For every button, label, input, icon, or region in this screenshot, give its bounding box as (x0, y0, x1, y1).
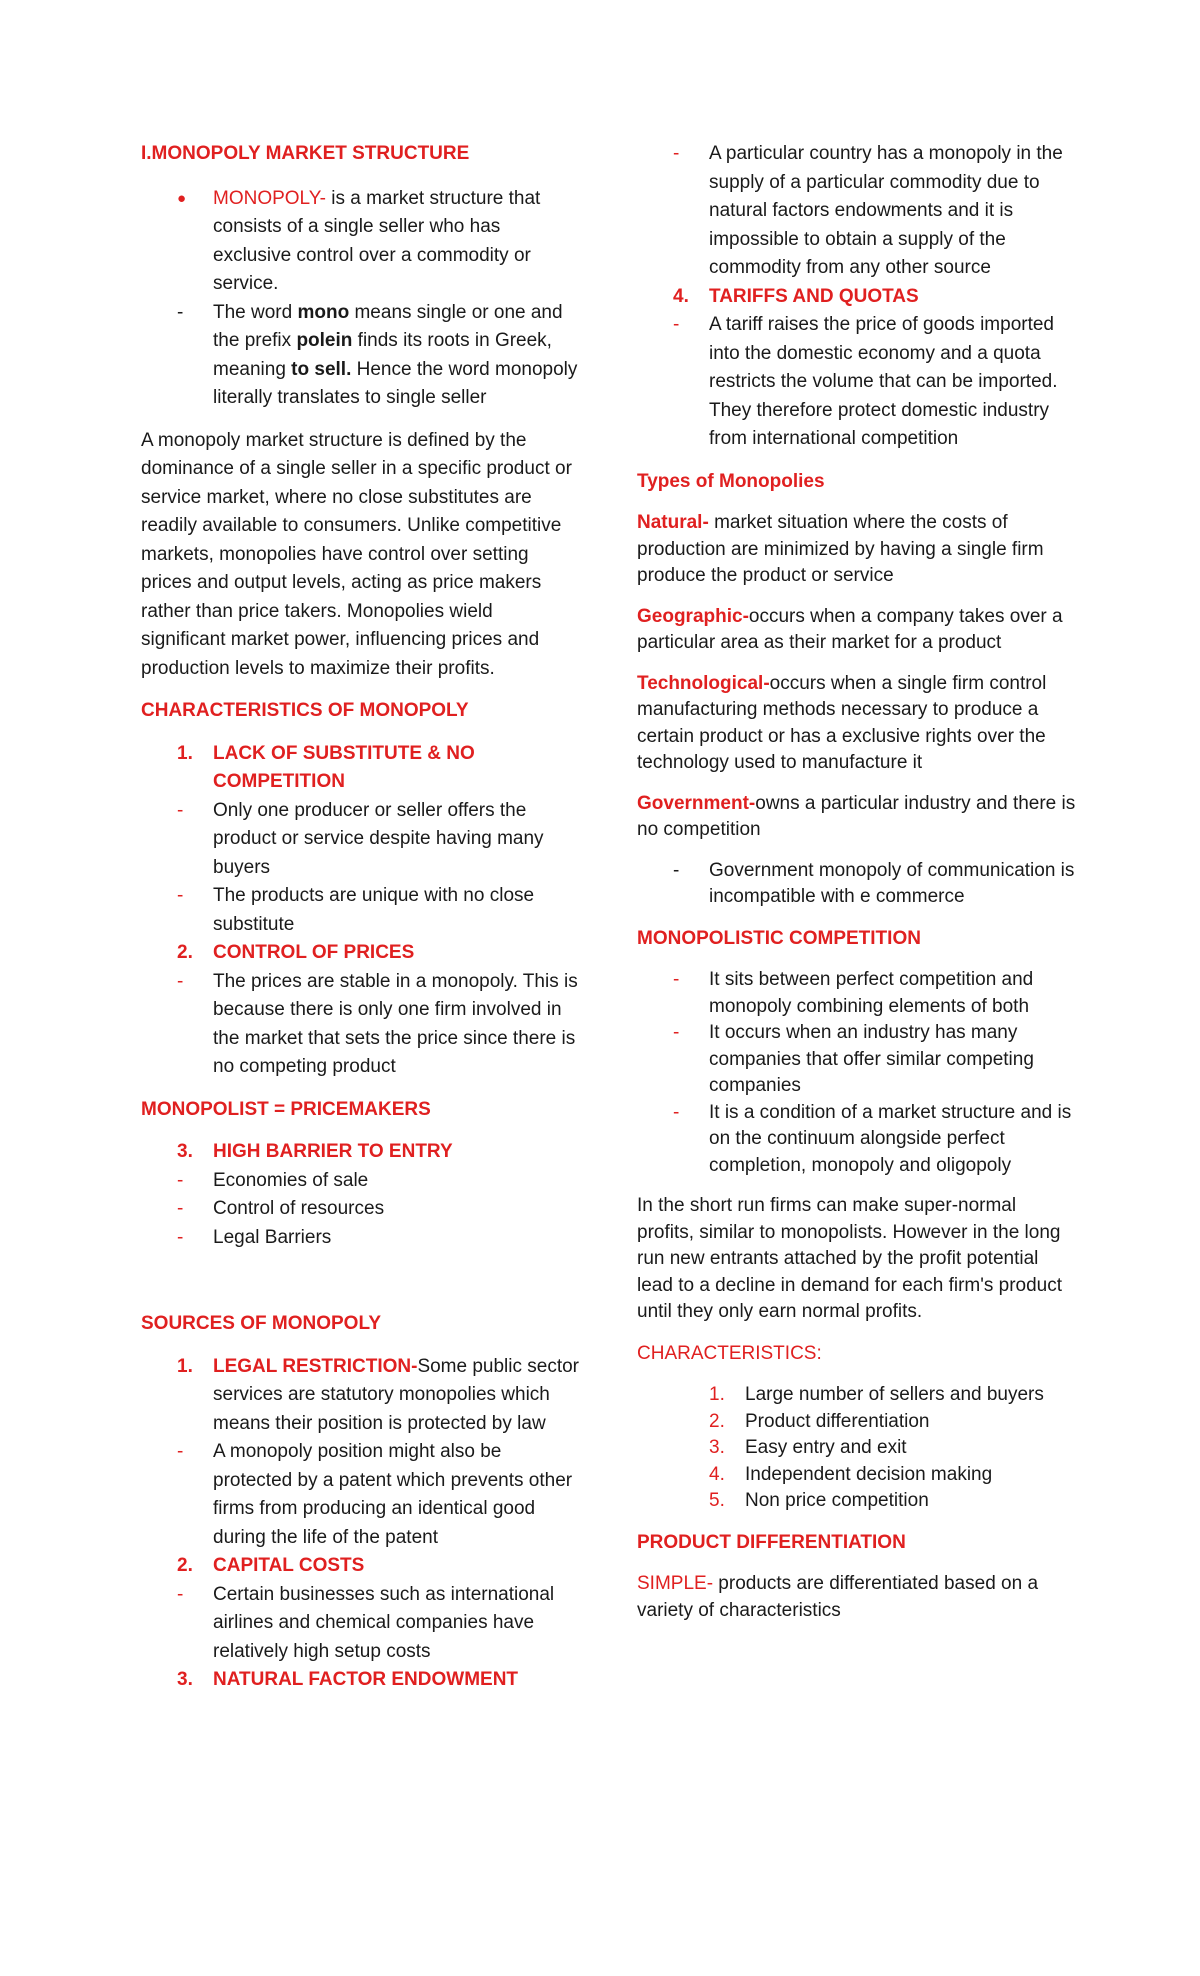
list-item-text: Independent decision making (745, 1463, 993, 1485)
dash-marker: - (177, 1198, 184, 1219)
dash-marker: - (177, 1441, 184, 1462)
short-run-paragraph: In the short run firms can make super-normal profits, similar to monopolists. However in the long run new entrants attached by the profit potential lead to a decline in demand for each firm's product until they only earn normal profits. (637, 1195, 1063, 1322)
characteristics-heading: CHARACTERISTICS: (637, 1342, 822, 1364)
mc-detail (637, 1020, 1077, 1100)
source-detail (141, 1581, 581, 1667)
source-item-4 (637, 283, 1077, 312)
simple-text: products are differentiated based on a variety of characteristics (637, 1573, 1039, 1621)
etymology-text: finds its roots in Greek, meaning (213, 330, 552, 380)
type-geographic (637, 604, 1077, 657)
char-detail (141, 968, 581, 1082)
char-detail-text: Legal Barriers (213, 1226, 332, 1248)
type-natural (637, 510, 1077, 590)
etymology-text: The word (213, 301, 298, 323)
types-heading: Types of Monopolies (637, 470, 825, 492)
monopolistic-competition-heading: MONOPOLISTIC COMPETITION (637, 927, 921, 949)
source-title: NATURAL FACTOR ENDOWMENT (213, 1669, 519, 1690)
dash-marker: - (673, 859, 680, 881)
number-marker: 1. (177, 1355, 193, 1377)
number-marker: 3. (177, 1141, 193, 1162)
section-title: I.MONOPOLY MARKET STRUCTURE (141, 143, 470, 164)
char-detail-text: The products are unique with no close substitute (213, 885, 535, 935)
source-title: TARIFFS AND QUOTAS (709, 285, 919, 307)
char-title: HIGH BARRIER TO ENTRY (213, 1141, 453, 1162)
dash-marker: - (673, 969, 680, 990)
dash-marker: - (177, 885, 184, 906)
char-item-3 (141, 1138, 581, 1167)
char-detail (141, 797, 581, 883)
source-title: CAPITAL COSTS (213, 1555, 365, 1576)
source-text: Some public sector services are statutory monopolies which means their position is protected by law (213, 1355, 580, 1434)
source-item-1 (141, 1353, 581, 1439)
dash-marker: - (177, 970, 184, 992)
source-detail (637, 140, 1077, 283)
type-technological (637, 671, 1077, 777)
etymology-item (141, 299, 581, 413)
simple-differentiation (637, 1571, 1077, 1624)
dash-marker: - (673, 314, 680, 335)
etymology-text: means single or one and the prefix (213, 301, 563, 351)
char-title: LACK OF SUBSTITUTE & NO COMPETITION (213, 742, 475, 792)
word-polein: polein (296, 330, 353, 351)
source-detail-text: A monopoly position might also be protected by a patent which prevents other firms from producing an identical good during the life of the patent (213, 1441, 573, 1548)
number-marker: 5. (709, 1490, 725, 1511)
type-text: occurs when a company takes over a particular area as their market for a product (637, 605, 1063, 653)
char-detail (141, 882, 581, 939)
number-marker: 2. (709, 1410, 725, 1432)
dash-marker: - (673, 1101, 680, 1123)
number-marker: 4. (709, 1463, 725, 1485)
char-detail (141, 1224, 581, 1253)
type-term: Technological- (637, 672, 770, 694)
mc-detail (637, 967, 1077, 1020)
mc-detail-text: It occurs when an industry has many companies that offer similar competing companies (709, 1022, 1034, 1096)
dash-marker: - (177, 301, 184, 323)
pricemakers-heading: MONOPOLIST = PRICEMAKERS (141, 1098, 431, 1120)
type-detail (637, 858, 1077, 911)
source-title: LEGAL RESTRICTION- (213, 1355, 418, 1377)
definition-text: is a market structure that consists of a single seller who has exclusive control over a commodity or service. (213, 187, 541, 294)
source-detail (637, 311, 1077, 454)
characteristics-heading: CHARACTERISTICS OF MONOPOLY (141, 700, 469, 721)
simple-term: SIMPLE- (637, 1573, 714, 1594)
list-item-text: Product differentiation (745, 1410, 930, 1432)
dash-marker: - (673, 1022, 680, 1043)
char-detail-text: Economies of sale (213, 1169, 369, 1191)
characteristics-list (637, 1382, 1077, 1515)
char-item-1 (141, 740, 581, 797)
word-mono: mono (297, 301, 350, 323)
char-title: CONTROL OF PRICES (213, 942, 415, 963)
number-marker: 1. (177, 742, 193, 764)
word-to-sell: to sell. (291, 358, 352, 380)
left-column (141, 140, 581, 1695)
type-text: owns a particular industry and there is no competition (637, 792, 1076, 840)
dash-marker: - (177, 1583, 184, 1605)
source-item-2 (141, 1552, 581, 1581)
dash-marker: - (177, 799, 184, 821)
type-term: Government- (637, 792, 756, 814)
number-marker: 2. (177, 1555, 193, 1576)
char-detail-text: The prices are stable in a monopoly. This is because there is only one firm involved in the market that sets the price since there is no competing product (213, 970, 578, 1077)
type-term: Geographic- (637, 605, 749, 627)
char-detail (141, 1167, 581, 1196)
dash-marker: - (673, 143, 680, 164)
source-detail-text: A tariff raises the price of goods imported into the domestic economy and a quota restricts the volume that can be imported. They therefore protect domestic industry from international competition (709, 314, 1058, 449)
list-item (637, 1435, 1077, 1462)
list-item (637, 1462, 1077, 1489)
type-detail-text: Government monopoly of communication is incompatible with e commerce (709, 859, 1075, 907)
char-detail (141, 1195, 581, 1224)
list-item-text: Large number of sellers and buyers (745, 1384, 1044, 1405)
mc-detail-text: It is a condition of a market structure and is on the continuum alongside perfect completion, monopoly and oligopoly (709, 1101, 1072, 1176)
type-term: Natural- (637, 512, 709, 533)
char-detail-text: Control of resources (213, 1198, 385, 1219)
list-item (637, 1382, 1077, 1409)
number-marker: 4. (673, 285, 689, 307)
number-marker: 3. (177, 1669, 193, 1690)
source-detail-text: A particular country has a monopoly in the supply of a particular commodity due to natural factors endowments and it is impossible to obtain a supply of the commodity from any other source (709, 143, 1063, 278)
right-column (637, 140, 1077, 1624)
type-government (637, 791, 1077, 844)
list-item (637, 1488, 1077, 1515)
list-item (637, 1409, 1077, 1436)
sources-heading: SOURCES OF MONOPOLY (141, 1313, 381, 1334)
char-item-2 (141, 939, 581, 968)
type-text: occurs when a single firm control manufacturing methods necessary to produce a certain product or has a exclusive rights over the technology used to manufacture it (637, 672, 1047, 773)
number-marker: 1. (709, 1384, 725, 1405)
number-marker: 3. (709, 1437, 725, 1458)
list-item-text: Easy entry and exit (745, 1437, 907, 1458)
source-item-3 (141, 1666, 581, 1695)
term-monopoly: MONOPOLY- (213, 187, 326, 209)
list-item-text: Non price competition (745, 1490, 929, 1511)
number-marker: 2. (177, 942, 193, 963)
product-differentiation-heading: PRODUCT DIFFERENTIATION (637, 1531, 906, 1553)
source-detail (141, 1438, 581, 1552)
mc-detail-text: It sits between perfect competition and monopoly combining elements of both (709, 969, 1034, 1017)
dash-marker: - (177, 1169, 184, 1191)
monopoly-definition (141, 185, 581, 299)
type-text: market situation where the costs of production are minimized by having a single firm produce the product or service (637, 512, 1044, 586)
char-detail-text: Only one producer or seller offers the product or service despite having many buyers (213, 799, 544, 878)
dash-marker: - (177, 1226, 184, 1248)
etymology-text: Hence the word monopoly literally translates to single seller (213, 358, 578, 408)
mc-detail (637, 1100, 1077, 1180)
source-detail-text: Certain businesses such as international airlines and chemical companies have relatively high setup costs (213, 1583, 555, 1662)
bullet-icon: ● (177, 189, 187, 207)
intro-paragraph: A monopoly market structure is defined by the dominance of a single seller in a specific product or service market, where no close substitutes are readily available to consumers. Unlike competitive markets, monopolies have control over setting prices and output levels, acting as price makers rather than price takers. Monopolies wield significant market power, influencing prices and production levels to maximize their profits. (141, 429, 572, 679)
